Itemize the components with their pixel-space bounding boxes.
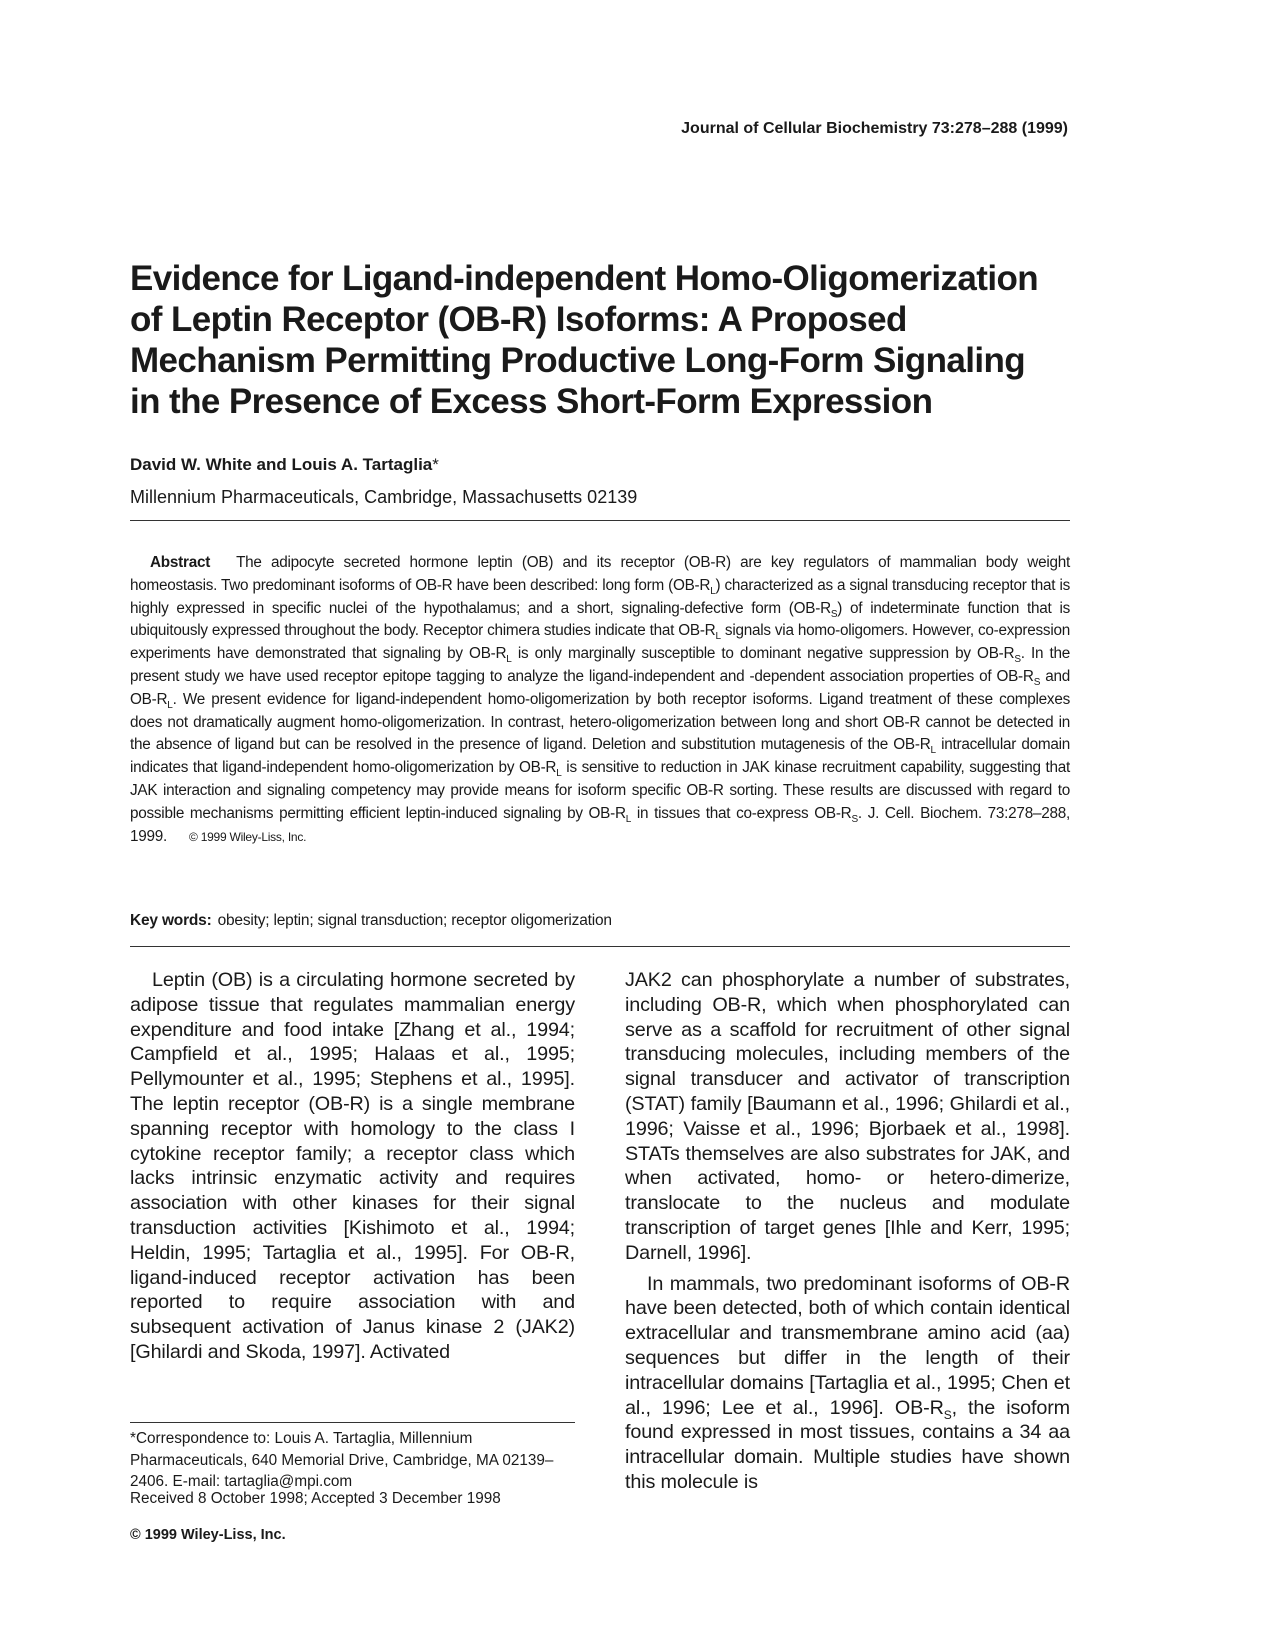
abstract-text: The adipocyte secreted hormone leptin (OB) and its receptor (OB-R) are key regulators of mammalian body weight homeostasis. Two predominant isoforms of OB-R have been described: long form (OB-R bbox=[130, 554, 1070, 594]
abstract bbox=[130, 552, 1070, 848]
abstract-label: Abstract bbox=[150, 554, 211, 571]
correspondence-footnote: *Correspondence to: Louis A. Tartaglia, Millennium Pharmaceuticals, 640 Memorial Drive, Cambridge, MA 02139–2406. E-mail: tartaglia@mpi.com bbox=[130, 1430, 554, 1490]
abstract-text: in tissues that co-express OB-R bbox=[631, 804, 852, 822]
abstract-text: intracellular domain indicates that ligand-independent homo-oligomerization by OB-R bbox=[130, 736, 1070, 777]
subscript: S bbox=[1033, 677, 1041, 689]
divider-top bbox=[130, 520, 1070, 521]
received-dates: Received 8 October 1998; Accepted 3 December 1998 bbox=[130, 1490, 501, 1507]
abstract-text: ) of indeterminate function that is ubiquitously expressed throughout the body. Receptor chimera studies indicate that OB-R bbox=[130, 599, 1070, 640]
subscript: S bbox=[851, 813, 858, 825]
body-paragraph: JAK2 can phosphorylate a number of substrates, including OB-R, which when phosphorylated can serve as a scaffold for recruitment of other signal transducing molecules, including members of the signal transducer and activator of transcription (STAT) family [Baumann et al., 1996; Ghilardi et al., 1996; Vaisse et al., 1996; Bjorbaek et al., 1998]. STATs themselves are also substrates for JAK, and when activated, homo- or hetero-dimerize, translocate to the nucleus and modulate transcription of target genes [Ihle and Kerr, 1995; Darnell, 1996]. bbox=[625, 969, 1070, 1264]
correspondence-mark: * bbox=[432, 455, 439, 474]
body-text: In mammals, two predominant isoforms of OB-R have been detected, both of which contain identical extracellular and transmembrane amino acid (aa) sequences but differ in the length of their intracellular domains [Tartaglia et al., 1995; Chen et al., 1996; Lee et al., 1996]. OB-R bbox=[625, 1272, 1070, 1419]
keywords bbox=[130, 912, 612, 930]
subscript: L bbox=[710, 585, 716, 597]
subscript: S bbox=[1014, 654, 1021, 666]
abstract-text: . J. Cell. Biochem. 73:278–288, 1999. bbox=[130, 804, 1070, 845]
body-paragraph: Leptin (OB) is a circulating hormone secreted by adipose tissue that regulates mammalian energy expenditure and food intake [Zhang et al., 1994; Campfield et al., 1995; Halaas et al., 1995; Pellymounter et al., 1995; Stephens et al., 1995]. The leptin receptor (OB-R) is a single membrane spanning receptor with homology to the class I cytokine receptor family; a receptor class which lacks intrinsic enzymatic activity and requires association with other kinases for their signal transduction activities [Kishimoto et al., 1994; Heldin, 1995; Tartaglia et al., 1995]. For OB-R, ligand-induced receptor activation has been reported to require association with and subsequent activation of Janus kinase 2 (JAK2) [Ghilardi and Skoda, 1997]. Activated bbox=[130, 969, 575, 1363]
journal-citation: Journal of Cellular Biochemistry 73:278–288 (1999) bbox=[681, 120, 1068, 137]
title-line: in the Presence of Excess Short-Form Expression bbox=[130, 382, 933, 421]
body-paragraph bbox=[625, 1272, 1070, 1495]
subscript: L bbox=[556, 768, 562, 780]
subscript: L bbox=[715, 631, 721, 643]
abstract-text: . We present evidence for ligand-independent homo-oligomerization by both receptor isoforms. Ligand treatment of these complexes does not dramatically augment homo-oligomerization. In contrast, hetero-oligomerization between long and short OB-R cannot be detected in the absence of ligand but can be resolved in the presence of ligand. Deletion and substitution mutagenesis of the OB-R bbox=[130, 690, 1070, 754]
divider-body bbox=[130, 946, 1070, 947]
subscript: L bbox=[930, 745, 936, 757]
abstract-text: is only marginally susceptible to dominant negative suppression by OB-R bbox=[511, 645, 1015, 663]
body-column-left bbox=[130, 968, 575, 1365]
title-line: Evidence for Ligand-independent Homo-Oligomerization bbox=[130, 259, 1039, 298]
authors bbox=[130, 455, 439, 475]
abstract-text: is sensitive to reduction in JAK kinase recruitment capability, suggesting that JAK interaction and signaling competency may provide means for isoform specific OB-R sorting. These results are discussed with regard to possible mechanisms permitting efficient leptin-induced signaling by OB-R bbox=[130, 759, 1070, 822]
subscript: L bbox=[506, 654, 512, 666]
subscript: L bbox=[167, 699, 173, 711]
abstract-text: and OB-R bbox=[130, 667, 1070, 708]
keywords-text: obesity; leptin; signal transduction; receptor oligomerization bbox=[217, 912, 612, 929]
subscript: L bbox=[625, 813, 632, 825]
affiliation: Millennium Pharmaceuticals, Cambridge, Massachusetts 02139 bbox=[130, 487, 638, 507]
keywords-label: Key words: bbox=[130, 912, 212, 929]
abstract-text: ) characterized as a signal transducing receptor that is highly expressed in specific nuclei of the hypothalamus; and a short, signaling-defective form (OB-R bbox=[130, 576, 1070, 617]
abstract-copyright: © 1999 Wiley-Liss, Inc. bbox=[189, 829, 307, 844]
title-line: Mechanism Permitting Productive Long-Form Signaling bbox=[130, 341, 1026, 380]
subscript: S bbox=[943, 1407, 952, 1422]
body-column-right bbox=[625, 968, 1070, 1495]
title-line: of Leptin Receptor (OB-R) Isoforms: A Proposed bbox=[130, 300, 907, 339]
abstract-text: signals via homo-oligomers. However, co-expression experiments have demonstrated that signaling by OB-R bbox=[130, 622, 1070, 663]
article-title bbox=[130, 258, 1080, 422]
abstract-text: . In the present study we have used receptor epitope tagging to analyze the ligand-independent and -dependent association properties of OB-R bbox=[130, 645, 1070, 685]
footer-copyright: © 1999 Wiley-Liss, Inc. bbox=[130, 1527, 286, 1543]
author-names: David W. White and Louis A. Tartaglia bbox=[130, 455, 433, 474]
body-text: , the isoform found expressed in most tissues, contains a 34 aa intracellular domain. Multiple studies have shown this molecule is bbox=[625, 1396, 1070, 1493]
footnote-divider bbox=[130, 1422, 575, 1423]
subscript: S bbox=[830, 608, 838, 620]
